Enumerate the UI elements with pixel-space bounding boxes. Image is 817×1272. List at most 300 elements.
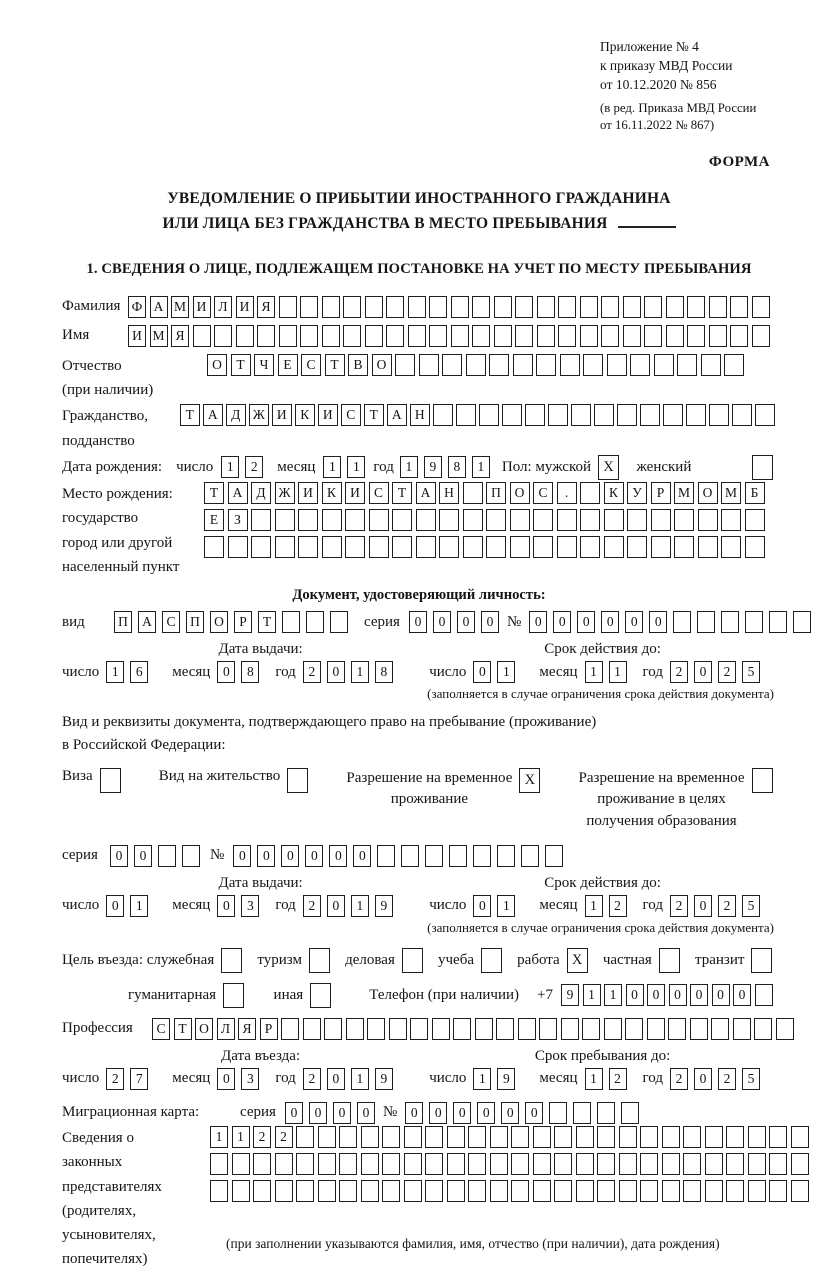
char-cell — [752, 455, 773, 480]
char-cell — [389, 1018, 407, 1040]
char-cell — [377, 845, 395, 867]
char-cell: 0 — [669, 984, 687, 1006]
char-cell — [468, 1126, 486, 1148]
char-cell — [515, 325, 533, 347]
char-cell — [604, 536, 624, 558]
char-cell: Р — [234, 611, 252, 633]
study-item — [438, 948, 506, 973]
stay-until-label: Срок пребывания до: — [534, 1047, 671, 1064]
char-cell: С — [162, 611, 180, 633]
entry-month-boxes — [217, 1068, 265, 1090]
char-cell — [494, 325, 512, 347]
char-cell — [604, 1018, 622, 1040]
char-cell — [223, 983, 244, 1008]
doc-series-label: серия — [364, 613, 400, 630]
char-cell: 0 — [553, 611, 571, 633]
char-cell: 2 — [718, 895, 736, 917]
char-cell — [709, 296, 727, 318]
char-cell — [322, 296, 340, 318]
char-cell — [322, 536, 342, 558]
char-cell — [619, 1180, 637, 1202]
char-cell — [253, 1180, 271, 1202]
char-cell — [549, 1102, 567, 1124]
doc-dates-row — [62, 641, 776, 683]
char-cell — [473, 845, 491, 867]
private-label: частная — [602, 951, 652, 968]
char-cell — [298, 509, 318, 531]
char-cell: 1 — [585, 661, 603, 683]
stay-until-block — [429, 1048, 776, 1090]
char-cell — [463, 536, 483, 558]
char-cell: 0 — [134, 845, 152, 867]
char-cell — [793, 611, 811, 633]
appendix-line: к приказу МВД России — [600, 57, 733, 73]
char-cell — [442, 354, 462, 376]
char-cell: 1 — [609, 661, 627, 683]
sex-male-label: Пол: мужской — [501, 458, 592, 475]
char-cell: О — [372, 354, 392, 376]
char-cell — [597, 1126, 615, 1148]
char-cell: 1 — [585, 895, 603, 917]
char-cell — [539, 1018, 557, 1040]
char-cell — [298, 536, 318, 558]
permit-series-row — [62, 845, 776, 867]
other-checkbox — [310, 983, 335, 1008]
char-cell: 2 — [303, 661, 321, 683]
char-cell: К — [604, 482, 624, 504]
month-label: месяц — [172, 1070, 211, 1087]
char-cell — [554, 1153, 572, 1175]
char-cell — [561, 1018, 579, 1040]
char-cell — [730, 296, 748, 318]
birth-date-label: Дата рождения: — [62, 458, 163, 475]
char-cell — [402, 948, 423, 973]
char-cell — [594, 404, 614, 426]
char-cell — [545, 845, 563, 867]
permit-issue-block — [62, 875, 429, 917]
char-cell — [623, 296, 641, 318]
char-cell — [236, 325, 254, 347]
char-cell — [580, 509, 600, 531]
char-cell — [663, 404, 683, 426]
char-cell — [432, 1018, 450, 1040]
char-cell: И — [272, 404, 292, 426]
char-cell — [395, 354, 415, 376]
char-cell: Е — [204, 509, 224, 531]
birth-month-boxes — [323, 456, 371, 478]
char-cell — [343, 325, 361, 347]
permit-dates-row — [62, 875, 776, 917]
permit-number-boxes — [233, 845, 569, 867]
char-cell — [755, 404, 775, 426]
char-cell: 1 — [472, 456, 490, 478]
char-cell — [449, 845, 467, 867]
char-cell — [472, 325, 490, 347]
char-cell: П — [114, 611, 132, 633]
patronymic-row — [62, 354, 776, 403]
char-cell — [489, 354, 509, 376]
char-cell: 0 — [409, 611, 427, 633]
char-cell — [456, 404, 476, 426]
char-cell: 0 — [690, 984, 708, 1006]
char-cell — [511, 1180, 529, 1202]
char-cell — [386, 296, 404, 318]
permit-exp-year-boxes — [670, 895, 766, 917]
month-label: месяц — [172, 897, 211, 914]
permit-type-row — [62, 768, 776, 833]
char-cell: 1 — [351, 1068, 369, 1090]
char-cell — [677, 354, 697, 376]
char-cell: К — [295, 404, 315, 426]
char-cell — [748, 1153, 766, 1175]
char-cell — [496, 1018, 514, 1040]
char-cell — [666, 325, 684, 347]
char-cell — [557, 536, 577, 558]
char-cell — [673, 611, 691, 633]
char-cell — [468, 1180, 486, 1202]
char-cell — [322, 325, 340, 347]
birth-place-line3 — [204, 536, 768, 558]
birth-place-label: Место рождения: государство город или другой населенный пункт — [62, 485, 180, 575]
char-cell — [497, 845, 515, 867]
char-cell: И — [193, 296, 211, 318]
char-cell: 2 — [609, 1068, 627, 1090]
mig-series-label: серия — [240, 1104, 276, 1121]
char-cell: Д — [251, 482, 271, 504]
mig-number-boxes — [405, 1102, 645, 1124]
birth-day-boxes — [221, 456, 269, 478]
char-cell — [210, 1180, 228, 1202]
char-cell — [439, 509, 459, 531]
tourism-checkbox — [309, 948, 334, 973]
char-cell — [318, 1153, 336, 1175]
char-cell: 1 — [323, 456, 341, 478]
other-item — [274, 983, 335, 1008]
char-cell: 1 — [221, 456, 239, 478]
char-cell — [537, 325, 555, 347]
char-cell — [367, 1018, 385, 1040]
char-cell — [705, 1126, 723, 1148]
surname-row — [62, 296, 776, 318]
stay-day-boxes — [473, 1068, 521, 1090]
phone-label: Телефон (при наличии) — [369, 986, 520, 1003]
stay-year-boxes — [670, 1068, 766, 1090]
char-cell: П — [186, 611, 204, 633]
char-cell: Ж — [249, 404, 269, 426]
char-cell — [490, 1126, 508, 1148]
char-cell — [518, 1018, 536, 1040]
char-cell: Т — [180, 404, 200, 426]
char-cell: 1 — [130, 895, 148, 917]
char-cell — [791, 1126, 809, 1148]
char-cell: 0 — [477, 1102, 495, 1124]
char-cell: 0 — [217, 895, 235, 917]
char-cell — [282, 611, 300, 633]
char-cell — [253, 1153, 271, 1175]
char-cell — [683, 1180, 701, 1202]
patronymic-boxes — [207, 354, 748, 376]
char-cell: О — [210, 611, 228, 633]
char-cell — [318, 1126, 336, 1148]
char-cell — [724, 354, 744, 376]
char-cell — [705, 1180, 723, 1202]
char-cell — [513, 354, 533, 376]
char-cell — [601, 296, 619, 318]
char-cell — [392, 536, 412, 558]
char-cell: 2 — [670, 895, 688, 917]
char-cell — [228, 536, 248, 558]
char-cell: А — [228, 482, 248, 504]
permit-number-label: № — [210, 847, 225, 864]
year-label: год — [373, 458, 394, 475]
char-cell — [791, 1153, 809, 1175]
section1-heading: 1. СВЕДЕНИЯ О ЛИЦЕ, ПОДЛЕЖАЩЕМ ПОСТАНОВКЕ НА УЧЕТ ПО МЕСТУ ПРЕБЫВАНИЯ — [86, 260, 752, 277]
char-cell — [251, 536, 271, 558]
char-cell: А — [416, 482, 436, 504]
permit-validity-note: (заполняется в случае ограничения срока действия документа) — [427, 919, 774, 935]
year-label: год — [275, 663, 296, 680]
char-cell — [573, 1102, 591, 1124]
char-cell: С — [301, 354, 321, 376]
char-cell — [647, 1018, 665, 1040]
char-cell — [580, 325, 598, 347]
char-cell — [558, 296, 576, 318]
humanitarian-checkbox — [223, 983, 248, 1008]
char-cell — [533, 1180, 551, 1202]
valid-until-label: Срок действия до: — [544, 874, 661, 891]
char-cell — [287, 768, 308, 793]
char-cell: 0 — [333, 1102, 351, 1124]
char-cell — [687, 296, 705, 318]
char-cell — [339, 1126, 357, 1148]
char-cell — [726, 1126, 744, 1148]
char-cell — [158, 845, 176, 867]
char-cell — [310, 983, 331, 1008]
char-cell — [296, 1126, 314, 1148]
char-cell: Т — [231, 354, 251, 376]
char-cell — [533, 1153, 551, 1175]
char-cell — [343, 296, 361, 318]
char-cell: 0 — [694, 1068, 712, 1090]
doc-series-boxes — [409, 611, 505, 633]
temp-permit-item — [346, 768, 543, 812]
temp-permit-edu-checkbox — [752, 768, 777, 793]
migration-card-label: Миграционная карта: — [62, 1104, 200, 1121]
char-cell: 0 — [694, 895, 712, 917]
char-cell: Я — [238, 1018, 256, 1040]
profession-boxes — [152, 1018, 797, 1040]
char-cell — [416, 509, 436, 531]
char-cell — [100, 768, 121, 793]
day-label: число — [62, 663, 100, 680]
char-cell: К — [322, 482, 342, 504]
char-cell — [521, 845, 539, 867]
char-cell — [640, 404, 660, 426]
char-cell — [580, 536, 600, 558]
char-cell: 0 — [712, 984, 730, 1006]
char-cell — [548, 404, 568, 426]
char-cell: 5 — [742, 895, 760, 917]
char-cell: 2 — [303, 1068, 321, 1090]
year-label: год — [275, 1070, 296, 1087]
char-cell — [666, 296, 684, 318]
entry-year-boxes — [303, 1068, 399, 1090]
temp-permit-edu-item — [579, 768, 776, 833]
month-label: месяц — [172, 663, 211, 680]
char-cell: 0 — [110, 845, 128, 867]
char-cell: X — [598, 455, 619, 480]
char-cell: 2 — [718, 1068, 736, 1090]
char-cell: 0 — [626, 984, 644, 1006]
name-label: Имя — [62, 327, 90, 344]
year-label: год — [642, 897, 663, 914]
char-cell — [453, 1018, 471, 1040]
char-cell: А — [150, 296, 168, 318]
char-cell — [560, 354, 580, 376]
char-cell — [361, 1126, 379, 1148]
char-cell — [687, 325, 705, 347]
month-label: месяц — [277, 458, 316, 475]
char-cell: Д — [226, 404, 246, 426]
char-cell: 3 — [241, 1068, 259, 1090]
char-cell — [361, 1153, 379, 1175]
char-cell — [751, 948, 772, 973]
business-label: деловая — [345, 951, 395, 968]
char-cell — [659, 948, 680, 973]
char-cell: М — [150, 325, 168, 347]
char-cell — [481, 948, 502, 973]
transit-label: транзит — [694, 951, 745, 968]
char-cell: 0 — [481, 611, 499, 633]
birth-place-row — [62, 482, 776, 579]
char-cell — [425, 845, 443, 867]
humanitarian-item — [128, 983, 248, 1008]
entry-dates-row — [62, 1048, 776, 1090]
temp-permit-label: Разрешение на временное проживание — [346, 769, 513, 808]
char-cell — [597, 1180, 615, 1202]
char-cell — [726, 1180, 744, 1202]
day-label: число — [62, 897, 100, 914]
valid-until-label: Срок действия до: — [544, 641, 661, 658]
char-cell — [554, 1180, 572, 1202]
char-cell — [683, 1126, 701, 1148]
char-cell — [651, 536, 671, 558]
business-item — [345, 948, 426, 973]
char-cell — [451, 325, 469, 347]
char-cell: 5 — [742, 1068, 760, 1090]
citizenship-row — [62, 404, 776, 453]
char-cell — [701, 354, 721, 376]
char-cell: М — [721, 482, 741, 504]
char-cell — [419, 354, 439, 376]
transit-item — [695, 948, 776, 973]
char-cell — [404, 1180, 422, 1202]
char-cell — [502, 404, 522, 426]
char-cell — [627, 536, 647, 558]
other-label: иная — [273, 986, 304, 1003]
char-cell — [300, 325, 318, 347]
char-cell — [654, 354, 674, 376]
char-cell — [597, 1102, 615, 1124]
visa-label: Виза — [62, 767, 93, 784]
char-cell: 9 — [561, 984, 579, 1006]
char-cell: 0 — [257, 845, 275, 867]
amendment-line: от 16.11.2022 № 867) — [600, 117, 715, 132]
char-cell — [732, 404, 752, 426]
char-cell: С — [369, 482, 389, 504]
char-cell — [365, 296, 383, 318]
char-cell — [510, 536, 530, 558]
char-cell — [745, 611, 763, 633]
char-cell — [369, 536, 389, 558]
char-cell: О — [510, 482, 530, 504]
char-cell — [345, 536, 365, 558]
char-cell: 9 — [375, 895, 393, 917]
char-cell — [339, 1180, 357, 1202]
purpose-official-item — [62, 948, 246, 973]
right-doc-para: Вид и реквизиты документа, подтверждающего право на пребывание (проживание) в Российской Федерации: — [62, 714, 597, 754]
char-cell — [429, 325, 447, 347]
char-cell — [401, 845, 419, 867]
char-cell — [644, 325, 662, 347]
char-cell: А — [203, 404, 223, 426]
char-cell — [232, 1153, 250, 1175]
representatives-line3 — [210, 1180, 812, 1202]
char-cell — [204, 536, 224, 558]
char-cell — [752, 768, 773, 793]
char-cell — [463, 482, 483, 504]
char-cell: 2 — [609, 895, 627, 917]
name-row — [62, 325, 776, 347]
char-cell — [748, 1126, 766, 1148]
char-cell: Т — [364, 404, 384, 426]
migration-card-row — [62, 1102, 776, 1124]
study-label: учеба — [438, 951, 475, 968]
char-cell: 0 — [429, 1102, 447, 1124]
char-cell — [690, 1018, 708, 1040]
char-cell — [472, 296, 490, 318]
char-cell: Т — [258, 611, 276, 633]
char-cell — [382, 1153, 400, 1175]
char-cell — [425, 1126, 443, 1148]
appendix-block — [600, 38, 776, 134]
char-cell: 2 — [106, 1068, 124, 1090]
char-cell: 0 — [473, 661, 491, 683]
char-cell — [683, 1153, 701, 1175]
char-cell — [322, 509, 342, 531]
phone-prefix: +7 — [537, 986, 553, 1003]
char-cell: И — [318, 404, 338, 426]
birth-place-boxes — [204, 482, 768, 558]
char-cell — [494, 296, 512, 318]
private-checkbox — [659, 948, 684, 973]
char-cell — [382, 1126, 400, 1148]
char-cell — [318, 1180, 336, 1202]
char-cell — [627, 509, 647, 531]
char-cell — [404, 1153, 422, 1175]
birth-date-row — [62, 455, 776, 480]
char-cell: 1 — [473, 1068, 491, 1090]
permit-issue-day-boxes — [106, 895, 154, 917]
char-cell — [369, 509, 389, 531]
work-label: работа — [517, 951, 560, 968]
char-cell — [275, 1153, 293, 1175]
char-cell: Ж — [275, 482, 295, 504]
char-cell: Т — [174, 1018, 192, 1040]
temp-permit-checkbox — [519, 768, 544, 793]
day-label: число — [429, 897, 467, 914]
char-cell — [607, 354, 627, 376]
